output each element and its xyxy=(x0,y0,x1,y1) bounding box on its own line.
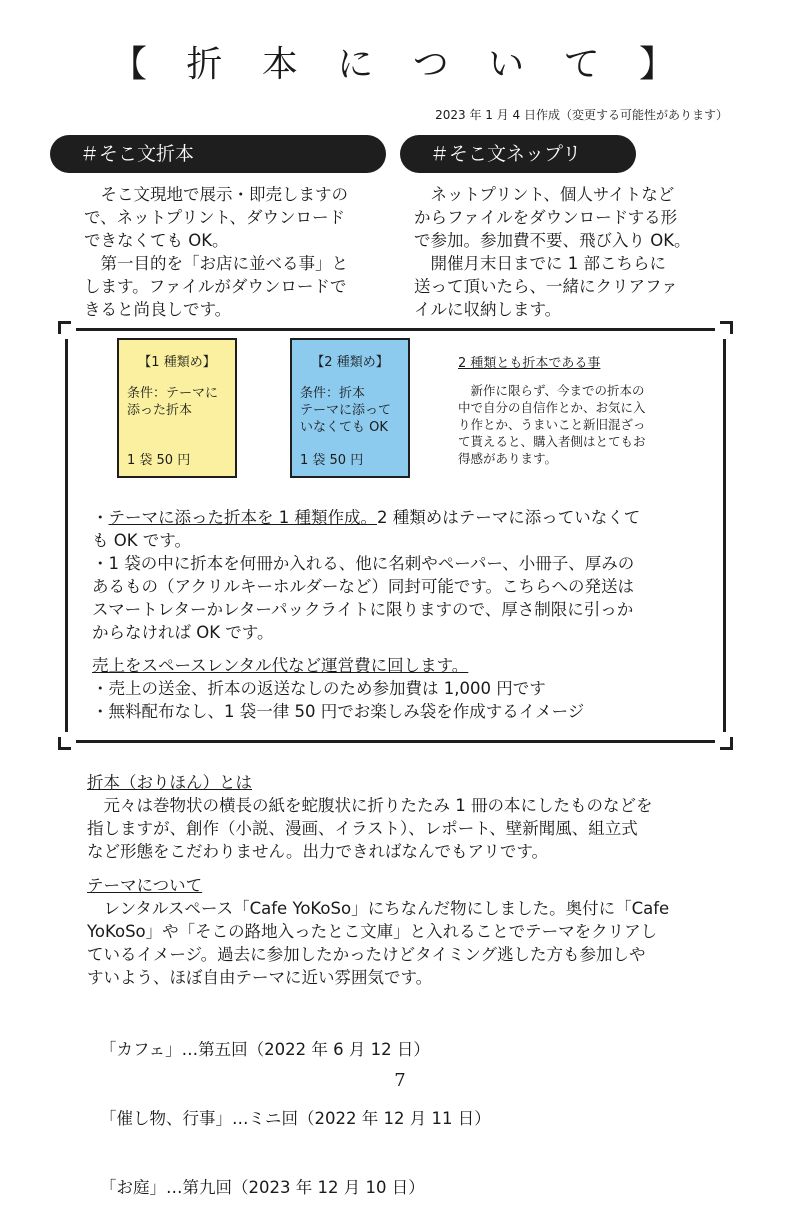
card-price: 1 袋 50 円 xyxy=(127,453,191,468)
soko-orihon-description: そこ文現地で展示・即売しますの で、ネットプリント、ダウンロード できなくても OK。 第一目的を「お店に並べる事」と します。ファイルがダウンロードで きると尚良しです。 xyxy=(84,185,348,319)
rule-underlined: テーマに添った折本を 1 種類作成。 xyxy=(108,508,377,527)
frame-corner-ornament xyxy=(715,321,733,339)
card-condition: 条件：テーマに 添った折本 xyxy=(127,386,219,418)
heading-pill-soko-nepuri: ＃そこ文ネップリ xyxy=(400,135,636,173)
history-item: 「催し物、行事」…ミニ回（2022 年 12 月 11 日） xyxy=(100,1109,491,1128)
frame-corner-ornament xyxy=(58,732,76,750)
card-heading: 【1 種類め】 xyxy=(138,355,216,370)
about-orihon-section xyxy=(87,771,653,863)
sales-section xyxy=(92,654,584,723)
history-item: 「お庭」…第九回（2023 年 12 月 10 日） xyxy=(100,1178,425,1197)
frame-corner-ornament xyxy=(58,321,76,339)
sales-body: ・売上の送金、折本の返送なしのため参加費は 1,000 円です ・無料配布なし、1 袋一律 50 円でお楽しみ袋を作成するイメージ xyxy=(92,679,585,721)
history-item: 「カフェ」…第五回（2022 年 6 月 12 日） xyxy=(100,1040,430,1059)
about-heading: 折本（おりほん）とは xyxy=(87,773,252,792)
heading-pill-soko-orihon: ＃そこ文折本 xyxy=(50,135,386,173)
about-body: 元々は巻物状の横長の紙を蛇腹状に折りたたみ 1 冊の本にしたものなどを 指しますが、創作（小説、漫画、イラスト）、レポート、壁新聞風、組立式 など形態をこだわりません。出力できればなんでもアリです。 xyxy=(87,796,653,861)
sales-heading: 売上をスペースレンタル代など運営費に回します。 xyxy=(92,656,469,675)
page-number: 7 xyxy=(394,1070,406,1091)
card-heading: 【2 種類め】 xyxy=(311,355,389,370)
card-type-2 xyxy=(290,338,410,478)
card-condition: 条件：折本 テーマに添って いなくても OK xyxy=(300,386,392,435)
frame-corner-ornament xyxy=(715,732,733,750)
theme-heading: テーマについて xyxy=(87,876,203,895)
date-note: 2023 年 1 月 4 日作成（変更する可能性があります） xyxy=(435,108,728,122)
history-list xyxy=(100,992,491,1222)
note-body: 新作に限らず、今までの折本の 中で自分の自信作とか、お気に入 り作とか、うまいこと新旧混ざっ て貰えると、購入者側はとてもお 得感があります。 xyxy=(458,383,646,466)
soko-nepuri-description: ネットプリント、個人サイトなど からファイルをダウンロードする形 で参加。参加費不要、飛び入り OK。 開催月末日までに 1 部こちらに 送って頂いたら、一緒にクリアファ イルに収納します。 xyxy=(414,185,691,319)
page-title: 【 折 本 に つ い て 】 xyxy=(110,44,690,85)
theme-section xyxy=(87,874,669,989)
card-type-1 xyxy=(117,338,237,478)
note-heading: 2 種類とも折本である事 xyxy=(458,356,601,371)
rule-bullet: ・ xyxy=(92,508,109,527)
theme-body: レンタルスペース「Cafe YoKoSo」にちなんだ物にしました。奥付に「Cafe YoKoSo」や「そこの路地入ったとこ文庫」と入れることでテーマをクリアし ているイメージ。過去に参加したかったけどタイミング逃した方も参加しや すいよう、ほぼ自由テーマに近い雰囲気です。 xyxy=(87,899,670,987)
participation-rules xyxy=(92,506,640,644)
rule-rest: 2 種類めはテーマに添っていなくて も OK です。 ・1 袋の中に折本を何冊か入れる、他に名刺やペーパー、小冊子、厚みの あるもの（アクリルキーホルダーなど）同封可能です。こちらへの発送は スマートレターかレターパックライトに限りますので、厚さ制限に引っか からなければ OK です。 xyxy=(92,508,641,642)
card-price: 1 袋 50 円 xyxy=(300,453,364,468)
